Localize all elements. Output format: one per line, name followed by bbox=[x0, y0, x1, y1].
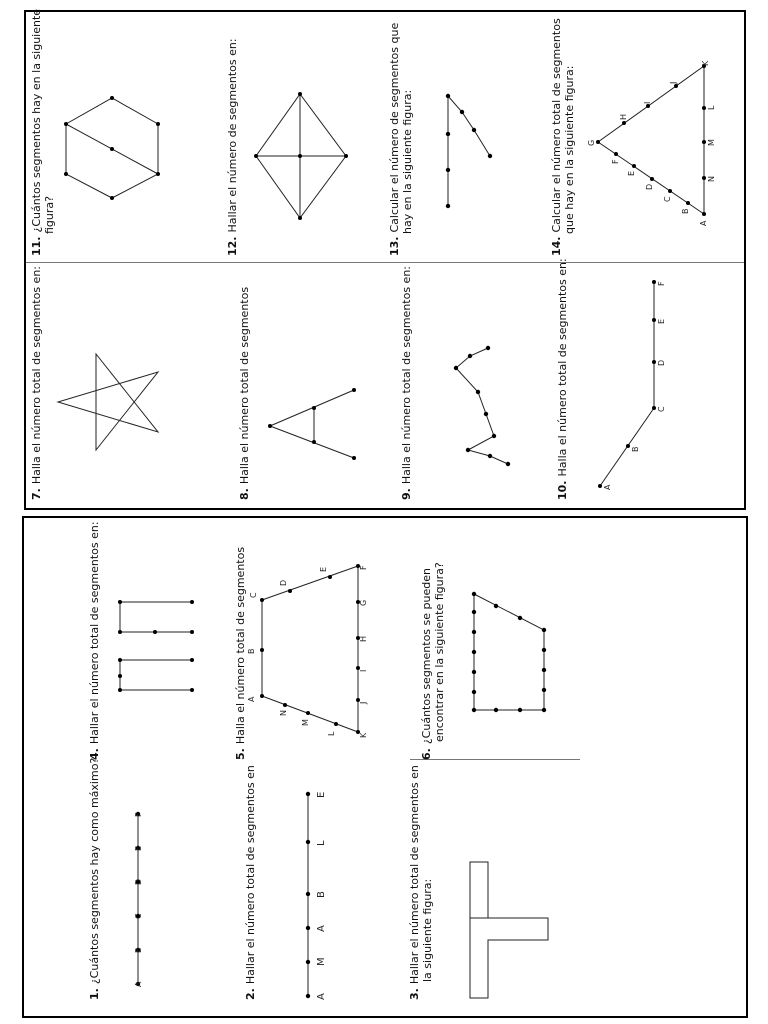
point-label: B bbox=[681, 208, 690, 214]
question-text: Halla el número total de segmentos bbox=[234, 546, 247, 745]
question-text-line1: ¿Cuántos segmentos hay en la siguiente bbox=[30, 8, 43, 233]
point-label: D bbox=[279, 579, 288, 586]
point-label: C bbox=[134, 913, 143, 919]
point-label: B bbox=[247, 648, 256, 654]
point-label: A bbox=[247, 696, 256, 702]
point-label: F bbox=[611, 159, 620, 164]
point-label: E bbox=[316, 791, 327, 798]
point-label: E bbox=[319, 566, 328, 572]
figure-q11 bbox=[64, 96, 160, 200]
question-number: 5. bbox=[234, 748, 247, 760]
point-label: J bbox=[669, 81, 678, 84]
question-text-line2: encontrar en la siguiente figura? bbox=[433, 562, 446, 742]
figure-q7 bbox=[58, 354, 158, 450]
question-number: 12. bbox=[226, 236, 239, 256]
question-number: 4. bbox=[88, 748, 101, 760]
point-label: M bbox=[707, 139, 716, 146]
point-label: I bbox=[643, 101, 652, 104]
figure-q12 bbox=[254, 92, 348, 220]
figure-q14 bbox=[587, 60, 716, 226]
question-number: 2. bbox=[244, 988, 257, 1000]
question-text-line2: hay en la siguiente figura: bbox=[401, 89, 414, 234]
question-number: 14. bbox=[550, 236, 563, 256]
point-label: B bbox=[316, 891, 327, 898]
point-label: I bbox=[359, 669, 368, 672]
question-text-line2: figura? bbox=[43, 196, 56, 234]
point-label: M bbox=[316, 957, 327, 966]
point-label: G bbox=[587, 139, 596, 146]
point-label: B bbox=[134, 947, 143, 953]
point-label: K bbox=[359, 732, 368, 738]
point-label: B bbox=[631, 446, 640, 452]
point-label: D bbox=[134, 878, 143, 885]
point-label: L bbox=[327, 731, 336, 736]
point-label: A bbox=[603, 484, 612, 490]
figure-q8 bbox=[268, 388, 356, 460]
figure-q2 bbox=[306, 792, 327, 1000]
point-label: L bbox=[316, 840, 327, 846]
question-number: 6. bbox=[420, 748, 433, 760]
question-text: Hallar el número de segmentos en: bbox=[226, 38, 239, 233]
question-number: 9. bbox=[400, 488, 413, 500]
question-text-line2: que hay en la siguiente figura: bbox=[563, 65, 576, 234]
point-label: L bbox=[707, 105, 716, 110]
question-text-line1: ¿Cuántos segmentos se pueden bbox=[420, 568, 433, 745]
question-text-line2: la siguiente figura: bbox=[421, 878, 434, 982]
point-label: A bbox=[134, 981, 143, 987]
figure-q9 bbox=[454, 346, 510, 466]
question-text: Hallar el número total de segmentos en bbox=[244, 765, 257, 985]
question-text: Halla el número total de segmentos en: bbox=[400, 265, 413, 485]
point-label: N bbox=[279, 710, 288, 716]
point-label: D bbox=[645, 183, 654, 190]
question-number: 11. bbox=[30, 236, 43, 256]
question-number: 13. bbox=[388, 236, 401, 256]
question-text-line1: Hallar el número total de segmentos en bbox=[408, 765, 421, 985]
point-label: C bbox=[657, 406, 666, 412]
point-label: H bbox=[359, 635, 368, 642]
figure-q6 bbox=[472, 592, 546, 712]
figure-q1 bbox=[134, 812, 143, 987]
point-label: D bbox=[657, 359, 666, 366]
point-label: A bbox=[699, 220, 708, 226]
point-label: A bbox=[316, 925, 327, 932]
question-number: 1. bbox=[88, 988, 101, 1000]
point-label: J bbox=[359, 701, 368, 704]
question-text: Halla el número total de segmentos en: bbox=[556, 258, 569, 477]
point-label: H bbox=[619, 113, 628, 120]
question-text: Hallar el número total de segmentos en: bbox=[88, 521, 101, 745]
point-label: E bbox=[134, 845, 143, 851]
question-number: 7. bbox=[30, 488, 43, 500]
question-text: Halla el número total de segmentos en: bbox=[30, 265, 43, 485]
figure-q5 bbox=[247, 564, 368, 738]
point-label: M bbox=[301, 719, 310, 726]
point-label: E bbox=[657, 318, 666, 324]
question-number: 3. bbox=[408, 988, 421, 1000]
point-label: F bbox=[359, 565, 368, 570]
figure-q13 bbox=[446, 94, 492, 208]
point-label: N bbox=[707, 176, 716, 182]
question-number: 10. bbox=[556, 480, 569, 500]
figure-q4 bbox=[118, 600, 194, 692]
figure-q10 bbox=[598, 280, 666, 490]
question-number: 8. bbox=[238, 488, 251, 500]
question-text: Halla el número total de segmentos bbox=[238, 286, 251, 485]
point-label: C bbox=[249, 592, 258, 598]
point-label: E bbox=[627, 170, 636, 176]
point-label: F bbox=[657, 281, 666, 286]
question-text-line1: Calcular el número total de segmentos bbox=[550, 18, 563, 233]
question-text: ¿Cuántos segmentos hay como máximo? bbox=[88, 757, 101, 985]
point-label: G bbox=[359, 599, 368, 606]
point-label: A bbox=[316, 993, 327, 1000]
point-label: F bbox=[134, 812, 143, 817]
point-label: C bbox=[663, 196, 672, 202]
figure-q3 bbox=[470, 862, 548, 998]
question-text-line1: Calcular el número de segmentos que bbox=[388, 22, 401, 233]
point-label: K bbox=[701, 60, 710, 66]
